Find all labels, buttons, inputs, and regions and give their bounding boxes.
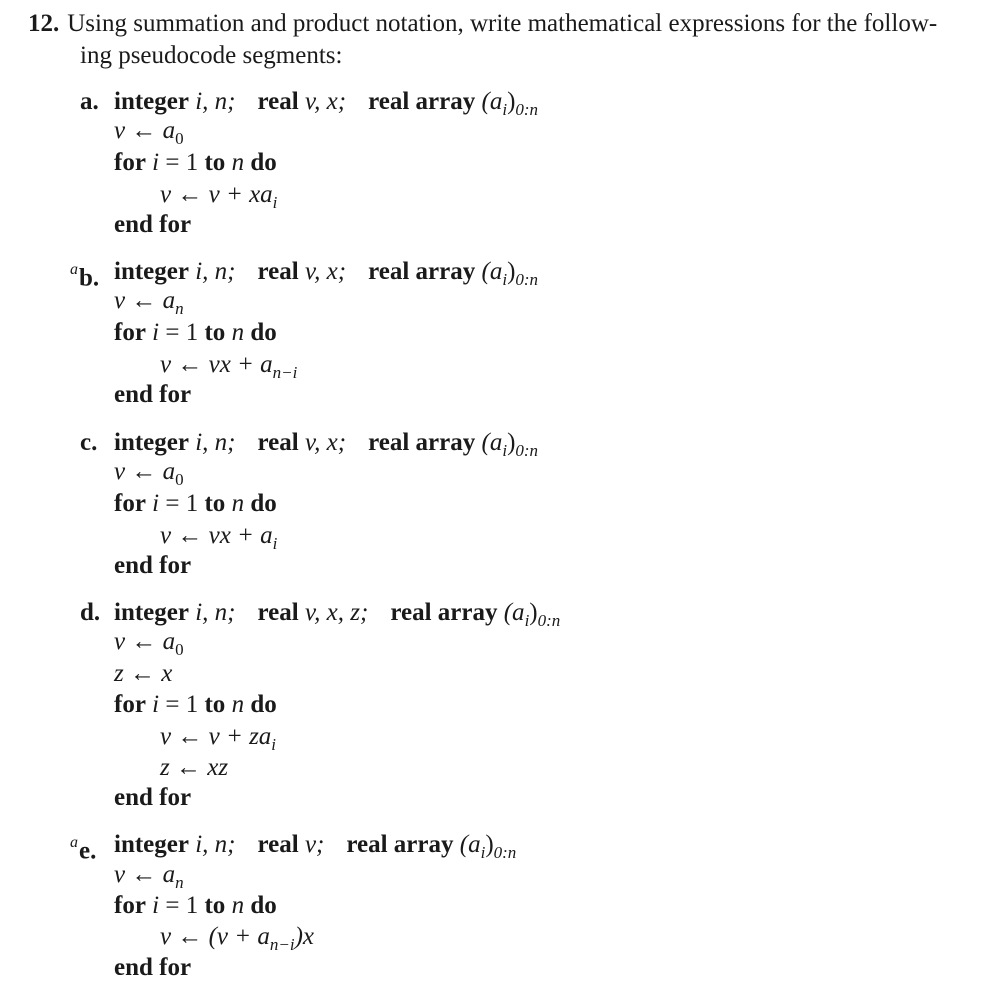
part-label: a.	[80, 88, 99, 115]
declarations: integer i, n; real v, x, z; real array $(a_i)_{0:n}$	[114, 599, 561, 630]
init-line: v ← $a_n$	[114, 861, 184, 892]
end-for-line: end for	[114, 381, 192, 408]
declaration-line	[0, 256, 900, 292]
for-line: for i = 1 to n do	[114, 149, 277, 176]
problem-text-line1: Using summation and product notation, write mathematical expressions for the follow-	[67, 10, 938, 37]
answer-marker: a	[70, 834, 78, 851]
end-for-line: end for	[114, 211, 192, 238]
answer-marker: a	[70, 261, 78, 278]
for-line: for i = 1 to n do	[114, 490, 277, 517]
declaration-line	[0, 86, 900, 118]
part-label: c.	[80, 429, 98, 456]
init-line: v ← $a_0$	[114, 458, 184, 489]
body-line: v ← $(v + a_{n-i})x$	[160, 923, 315, 954]
part-label: $^a$b.	[70, 261, 100, 292]
init2-line: z ← x	[114, 660, 173, 687]
end-for-line: end for	[114, 954, 192, 981]
for-line: for i = 1 to n do	[114, 892, 277, 919]
part-label: d.	[80, 599, 101, 626]
declarations: integer i, n; real v, x; real array $(a_i)_{0:n}$	[114, 258, 539, 289]
declarations: integer i, n; real v, x; real array $(a_i)_{0:n}$	[114, 429, 539, 460]
body-line: v ← vx + $a_{n-i}$	[160, 351, 298, 382]
end-for-line: end for	[114, 552, 192, 579]
declaration-line	[0, 829, 900, 865]
problem-text-line2: ing pseudocode segments:	[80, 42, 343, 69]
declarations: integer i, n; real v; real array $(a_i)_{0:n}$	[114, 831, 517, 862]
init-line: v ← $a_0$	[114, 628, 184, 659]
declarations: integer i, n; real v, x; real array $(a_i)_{0:n}$	[114, 88, 539, 119]
init-line: v ← $a_0$	[114, 117, 184, 148]
problem-statement	[28, 8, 978, 72]
end-for-line: end for	[114, 784, 192, 811]
body2-line: z ← xz	[160, 754, 229, 781]
part-label: $^a$e.	[70, 834, 97, 865]
body-line: v ← $v + za_i$	[160, 723, 277, 754]
problem-number: 12.	[28, 10, 60, 37]
body-line: v ← vx + $a_i$	[160, 522, 278, 553]
declaration-line	[0, 427, 900, 459]
body-line: v ← $v + xa_i$	[160, 181, 278, 212]
for-line: for i = 1 to n do	[114, 319, 277, 346]
declaration-line	[0, 597, 900, 629]
for-line: for i = 1 to n do	[114, 691, 277, 718]
init-line: v ← $a_n$	[114, 287, 184, 318]
